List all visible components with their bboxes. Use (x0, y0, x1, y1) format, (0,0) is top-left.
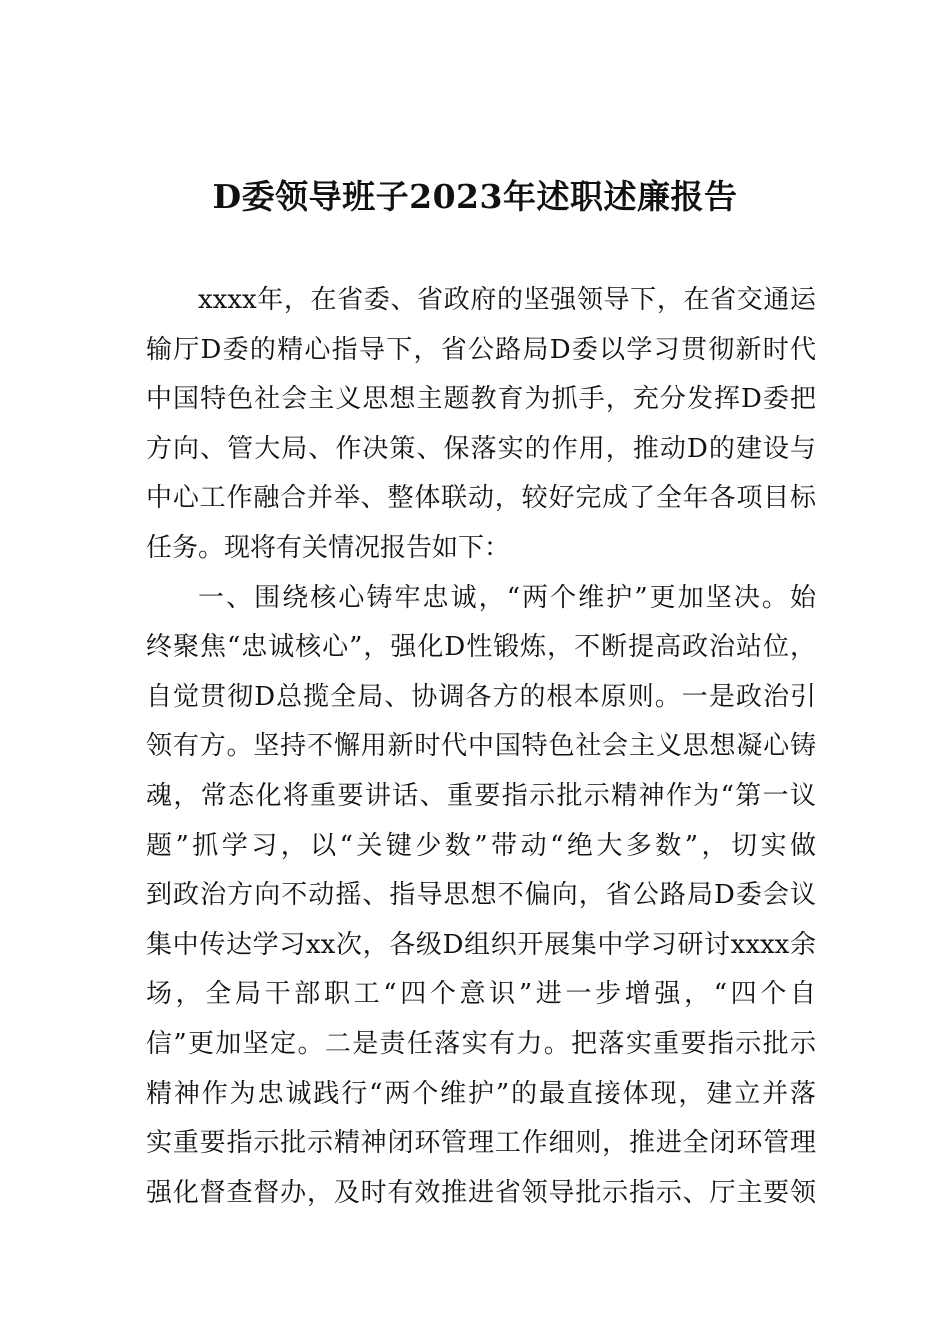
document-title: D委领导班子2023年述职述廉报告 (212, 177, 738, 216)
body-line: 一、围绕核心铸牢忠诚，“两个维护”更加坚决。始 (198, 582, 816, 613)
body-line: 方向、管大局、作决策、保落实的作用，推动D的建设与 (146, 433, 816, 464)
body-line: 到政治方向不动摇、指导思想不偏向，省公路局D委会议 (146, 880, 816, 911)
body-line: 终聚焦“忠诚核心”，强化D性锻炼，不断提高政治站位， (146, 632, 816, 663)
body-line: 中心工作融合并举、整体联动，较好完成了全年各项目标 (146, 483, 816, 514)
body-line: 集中传达学习xx次，各级D组织开展集中学习研讨xxxx余 (146, 929, 816, 960)
body-line: 领有方。坚持不懈用新时代中国特色社会主义思想凝心铸 (146, 731, 816, 762)
body-line: 魂，常态化将重要讲话、重要指示批示精神作为“第一议 (146, 780, 816, 811)
body-line: 题”抓学习，以“关键少数”带动“绝大多数”，切实做 (146, 830, 816, 861)
body-line: 强化督查督办，及时有效推进省领导批示指示、厅主要领 (146, 1177, 816, 1208)
body-line: 信”更加坚定。二是责任落实有力。把落实重要指示批示 (146, 1028, 816, 1059)
body-line: 实重要指示批示精神闭环管理工作细则，推进全闭环管理 (146, 1128, 816, 1159)
document-body (146, 276, 816, 1218)
body-line: 任务。现将有关情况报告如下： (146, 532, 511, 563)
body-line: xxxx年，在省委、省政府的坚强领导下，在省交通运 (198, 285, 816, 315)
body-line: 场，全局干部职工“四个意识”进一步增强，“四个自 (146, 979, 816, 1010)
body-line: 精神作为忠诚践行“两个维护”的最直接体现，建立并落 (146, 1078, 816, 1109)
body-line: 中国特色社会主义思想主题教育为抓手，充分发挥D委把 (146, 384, 816, 415)
body-line: 输厅D委的精心指导下，省公路局D委以学习贯彻新时代 (146, 334, 816, 365)
body-line: 自觉贯彻D总揽全局、协调各方的根本原则。一是政治引 (146, 681, 816, 712)
